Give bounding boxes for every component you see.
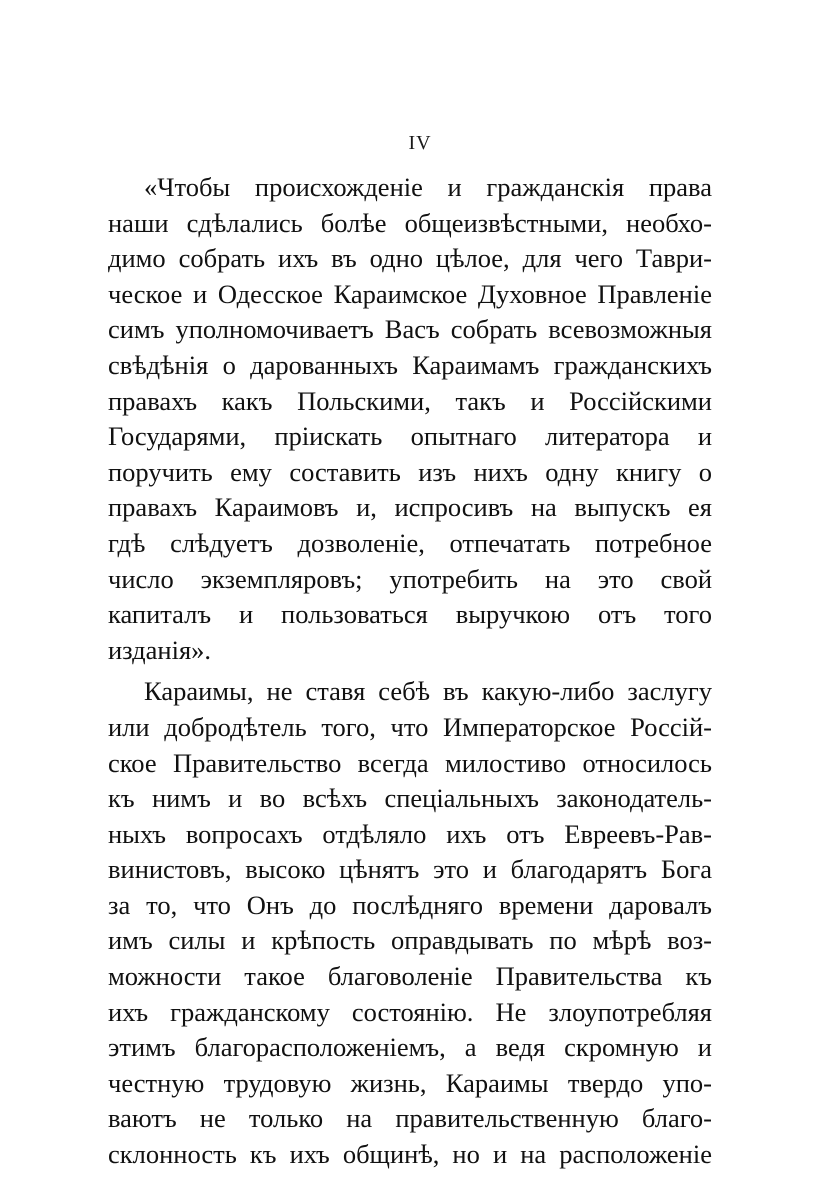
text-line: склонность къ ихъ общинѣ, но и на расположеніе [108, 1139, 712, 1170]
text-line: поручить ему составить изъ нихъ одну книгу о [108, 456, 712, 487]
text-line: гдѣ слѣдуетъ дозволеніе, отпечатать потребное [108, 527, 712, 558]
text-line: симъ уполномочиваетъ Васъ собрать всевозможныя [108, 314, 712, 345]
text-line: ское Правительство всегда милостиво относилось [108, 747, 712, 778]
text-line: ческое и Одесское Караимское Духовное Правленіе [108, 278, 712, 309]
text-line: можности такое благоволеніе Правительства къ [108, 961, 712, 992]
text-line: этимъ благорасположеніемъ, а ведя скромную и [108, 1032, 712, 1063]
page-number: IV [408, 132, 432, 154]
text-line: «Чтобы происхожденіе и гражданскія права [144, 172, 712, 202]
body-text [108, 170, 712, 1173]
text-line: или добродѣтель того, что Императорское Россій- [108, 711, 712, 742]
text-line: димо собрать ихъ въ одно цѣлое, для чего Таври- [108, 243, 712, 274]
text-line: Государями, пріискать опытнаго литератора и [108, 421, 712, 452]
text-line: винистовъ, высоко цѣнятъ это и благодарятъ Бога [108, 854, 712, 885]
text-line: свѣдѣнія о дарованныхъ Караимамъ гражданскихъ [108, 349, 712, 380]
text-line: изданія». [108, 634, 212, 665]
text-line: къ нимъ и во всѣхъ спеціальныхъ законодатель- [108, 783, 712, 814]
text-line: наши сдѣлались болѣе общеизвѣстными, необхо- [108, 207, 712, 238]
paragraph-2 [108, 674, 712, 1172]
text-line: ныхъ вопросахъ отдѣляло ихъ отъ Евреевъ-Рав- [108, 818, 712, 849]
text-line: имъ силы и крѣпость оправдывать по мѣрѣ воз- [108, 925, 712, 956]
text-line: Караимы, не ставя себѣ въ какую-либо заслугу [144, 676, 712, 707]
text-line: ваютъ не только на правительственную благо- [108, 1103, 712, 1134]
text-line: число экземпляровъ; употребить на это свой [108, 563, 712, 594]
text-line: ихъ гражданскому состоянію. Не злоупотребляя [108, 996, 712, 1027]
text-line: правахъ Караимовъ и, испросивъ на выпускъ ея [108, 492, 712, 523]
text-line: капиталъ и пользоваться выручкою отъ того [108, 599, 712, 630]
text-line: за то, что Онъ до послѣдняго времени даровалъ [108, 889, 712, 920]
paragraph-1 [108, 170, 712, 668]
text-line: честную трудовую жизнь, Караимы твердо упо- [108, 1067, 712, 1098]
text-line: правахъ какъ Польскими, такъ и Россійскими [108, 385, 712, 416]
